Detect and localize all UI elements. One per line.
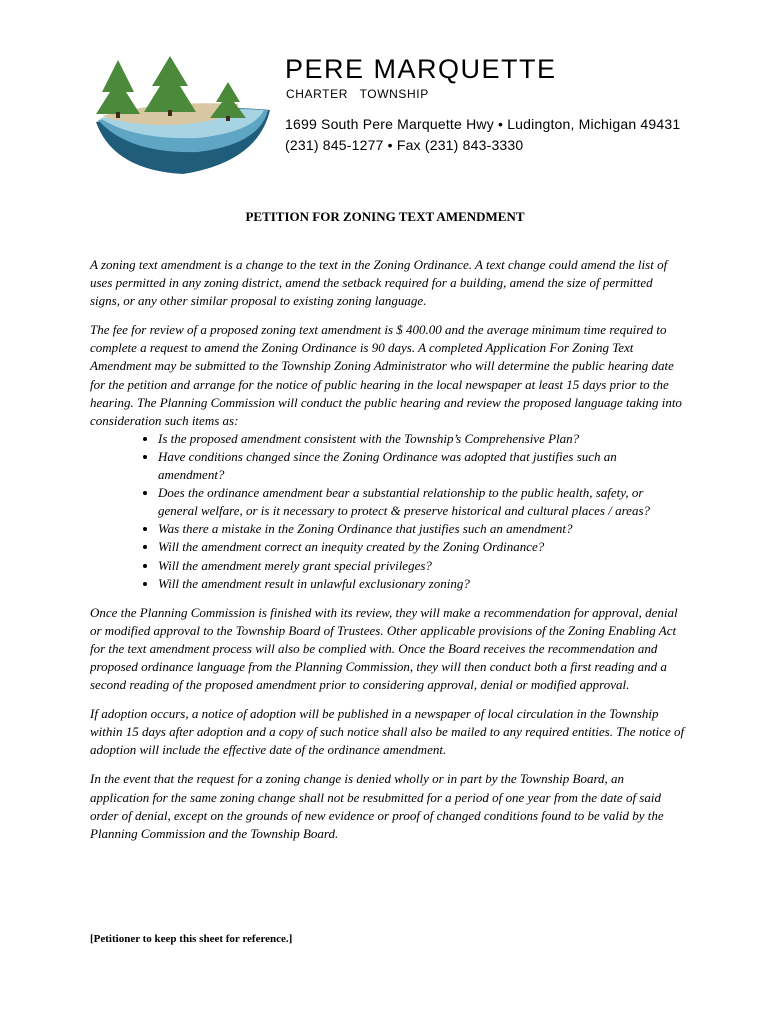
organization-address: 1699 South Pere Marquette Hwy • Ludington, Michigan 49431 <box>285 116 681 132</box>
list-item: • Will the amendment result in unlawful exclusionary zoning? <box>158 575 685 593</box>
organization-name: PERE MARQUETTE <box>285 54 557 84</box>
paragraph-definition: A zoning text amendment is a change to the text in the Zoning Ordinance. A text change could amend the list of uses permitted in any zoning district, amend the setback required for a building, amend the size of permitted signs, or any other similar proposal to existing zoning language. <box>90 257 668 309</box>
footer-note: [Petitioner to keep this sheet for reference.] <box>90 933 293 945</box>
document-title: PETITION FOR ZONING TEXT AMENDMENT <box>245 209 525 224</box>
organization-phone-fax: (231) 845-1277 • Fax (231) 843-3330 <box>285 137 524 153</box>
list-item: • Was there a mistake in the Zoning Ordinance that justifies such an amendment? <box>158 520 685 538</box>
review-criteria-list <box>90 430 685 593</box>
pine-trees-lake-icon <box>88 52 278 177</box>
list-item: • Will the amendment correct an inequity created by the Zoning Ordinance? <box>158 538 685 556</box>
list-item: • Will the amendment merely grant special privileges? <box>158 557 685 575</box>
list-item: • Does the ordinance amendment bear a substantial relationship to the public health, safety, or general welfare, or is it necessary to protect & preserve historical and cultural places / areas? <box>158 484 685 520</box>
paragraph-fee-process: The fee for review of a proposed zoning text amendment is $ 400.00 and the average minimum time required to complete a request to amend the Zoning Ordinance is 90 days. A completed Application For Zoning Text Amendment may be submitted to the Township Zoning Administrator who will determine the public hearing date for the petition and arrange for the notice of public hearing in the local newspaper at least 15 days prior to the hearing. The Planning Commission will conduct the public hearing and review the proposed language taking into consideration such items as: <box>90 322 682 428</box>
paragraph-recommendation: Once the Planning Commission is finished with its review, they will make a recommendation for approval, denial or modified approval to the Township Board of Trustees. Other applicable provisions of the Zoning Enabling Act for the text amendment process will also be complied with. Once the Board receives the recommendation and proposed ordinance language from the Planning Commission, they will then conduct both a first reading and a second reading of the proposed amendment prior to considering approval, denial or modified approval. <box>90 604 678 693</box>
list-item: • Is the proposed amendment consistent with the Township’s Comprehensive Plan? <box>158 430 685 448</box>
document-body <box>90 256 685 854</box>
organization-subtitle: CHARTER TOWNSHIP <box>286 87 429 101</box>
paragraph-denial: In the event that the request for a zoning change is denied wholly or in part by the Township Board, an application for the same zoning change shall not be resubmitted for a period of one year from the date of said order of denial, except on the grounds of new evidence or proof of changed conditions found to be valid by the Planning Commission and the Township Board. <box>90 771 664 841</box>
township-logo <box>88 52 278 177</box>
paragraph-adoption: If adoption occurs, a notice of adoption will be published in a newspaper of local circulation in the Township within 15 days after adoption and a copy of such notice shall also be mailed to any required entities. The notice of adoption will include the effective date of the ordinance amendment. <box>90 706 685 758</box>
list-item: • Have conditions changed since the Zoning Ordinance was adopted that justifies such an amendment? <box>158 448 685 484</box>
